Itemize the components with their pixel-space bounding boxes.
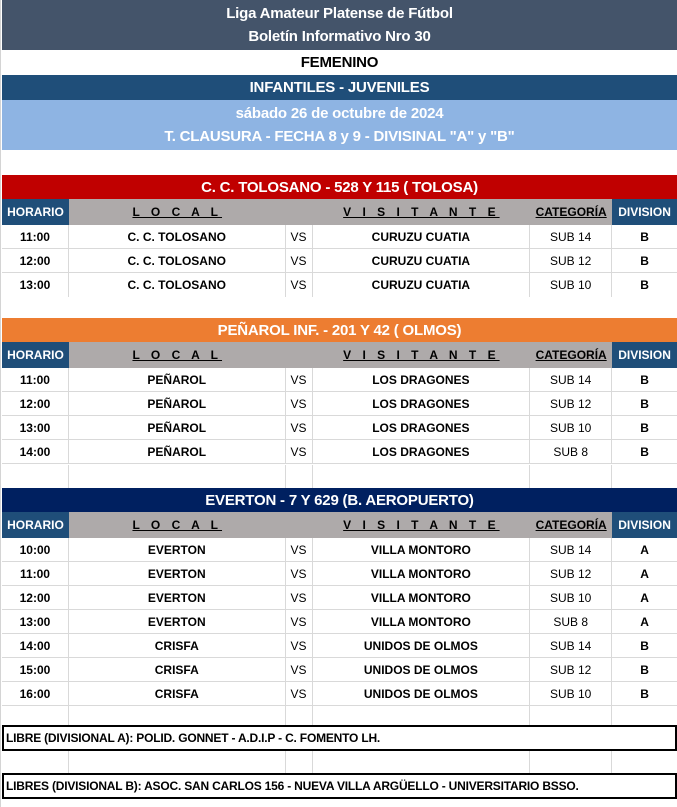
versus-label: VS xyxy=(286,368,313,391)
match-division: B xyxy=(640,396,649,411)
header-vs-cell xyxy=(286,512,313,538)
home-team: EVERTON xyxy=(69,586,286,609)
match-row xyxy=(2,416,677,440)
header-time: HORARIO xyxy=(2,342,69,368)
match-category: SUB 14 xyxy=(530,225,612,248)
away-team: LOS DRAGONES xyxy=(313,368,531,391)
match-row xyxy=(2,225,677,249)
home-team: C. C. TOLOSANO xyxy=(69,249,286,272)
match-category: SUB 10 xyxy=(530,416,612,439)
table-header xyxy=(2,342,677,368)
home-team: PEÑAROL xyxy=(69,440,286,463)
match-division: A xyxy=(640,566,649,581)
header-time: HORARIO xyxy=(2,512,69,538)
home-team: CRISFA xyxy=(69,634,286,657)
header-visitor-cell xyxy=(313,199,531,225)
match-time: 14:00 xyxy=(2,634,69,657)
versus-label: VS xyxy=(286,392,313,415)
versus-label: VS xyxy=(286,538,313,561)
match-division: A xyxy=(640,590,649,605)
match-row xyxy=(2,586,677,610)
match-time: 12:00 xyxy=(2,249,69,272)
match-category: SUB 12 xyxy=(530,249,612,272)
header-local: L O C A L xyxy=(132,348,223,362)
match-row xyxy=(2,682,677,706)
match-division: B xyxy=(640,420,649,435)
away-team: LOS DRAGONES xyxy=(313,416,531,439)
versus-label: VS xyxy=(286,562,313,585)
header-visitor-cell xyxy=(313,342,531,368)
match-row xyxy=(2,634,677,658)
header-time: HORARIO xyxy=(2,199,69,225)
versus-label: VS xyxy=(286,610,313,633)
away-team: VILLA MONTORO xyxy=(313,538,531,561)
empty-grid-row xyxy=(2,465,677,488)
match-category: SUB 12 xyxy=(530,562,612,585)
match-category: SUB 8 xyxy=(530,610,612,633)
versus-label: VS xyxy=(286,440,313,463)
match-row xyxy=(2,658,677,682)
away-team: VILLA MONTORO xyxy=(313,562,531,585)
match-division: B xyxy=(640,686,649,701)
match-row xyxy=(2,610,677,634)
venue-section-tolosano xyxy=(2,175,677,297)
home-team: EVERTON xyxy=(69,538,286,561)
venue-section-everton xyxy=(2,488,677,706)
match-category: SUB 14 xyxy=(530,634,612,657)
match-division: B xyxy=(640,372,649,387)
versus-label: VS xyxy=(286,249,313,272)
match-category: SUB 10 xyxy=(530,682,612,705)
home-team: CRISFA xyxy=(69,658,286,681)
home-team: PEÑAROL xyxy=(69,368,286,391)
match-time: 13:00 xyxy=(2,416,69,439)
header-local-cell xyxy=(69,512,286,538)
header-vs-cell xyxy=(286,199,313,225)
home-team: PEÑAROL xyxy=(69,392,286,415)
match-division: B xyxy=(640,229,649,244)
match-time: 14:00 xyxy=(2,440,69,463)
header-category-cell xyxy=(530,199,612,225)
match-time: 13:00 xyxy=(2,273,69,297)
bulletin-number: Boletín Informativo Nro 30 xyxy=(248,27,431,45)
match-category: SUB 12 xyxy=(530,392,612,415)
home-team: C. C. TOLOSANO xyxy=(69,225,286,248)
tournament-label: T. CLAUSURA - FECHA 8 y 9 - DIVISINAL "A" y "B" xyxy=(164,127,515,145)
match-row xyxy=(2,392,677,416)
header-local: L O C A L xyxy=(132,205,223,219)
versus-label: VS xyxy=(286,225,313,248)
venue-title: C. C. TOLOSANO - 528 Y 115 ( TOLOSA) xyxy=(2,175,677,199)
venue-section-penarol xyxy=(2,318,677,464)
match-row xyxy=(2,249,677,273)
versus-label: VS xyxy=(286,273,313,297)
match-division: B xyxy=(640,278,649,292)
match-category: SUB 12 xyxy=(530,658,612,681)
empty-grid-row xyxy=(2,706,677,726)
away-team: VILLA MONTORO xyxy=(313,586,531,609)
venue-title: PEÑAROL INF. - 201 Y 42 ( OLMOS) xyxy=(2,318,677,342)
header-division: DIVISION xyxy=(612,342,677,368)
away-team: UNIDOS DE OLMOS xyxy=(313,634,531,657)
header-category: CATEGORÍA xyxy=(535,518,607,532)
match-time: 16:00 xyxy=(2,682,69,705)
versus-label: VS xyxy=(286,586,313,609)
match-time: 11:00 xyxy=(2,562,69,585)
match-division: B xyxy=(640,662,649,677)
match-division: B xyxy=(640,444,649,459)
header-category: CATEGORÍA xyxy=(535,348,607,362)
home-team: PEÑAROL xyxy=(69,416,286,439)
match-time: 11:00 xyxy=(2,225,69,248)
header-category: CATEGORÍA xyxy=(535,205,607,219)
away-team: CURUZU CUATIA xyxy=(313,273,531,297)
match-time: 10:00 xyxy=(2,538,69,561)
match-category: SUB 14 xyxy=(530,368,612,391)
match-time: 15:00 xyxy=(2,658,69,681)
match-time: 11:00 xyxy=(2,368,69,391)
match-category: SUB 10 xyxy=(530,586,612,609)
venue-title: EVERTON - 7 Y 629 (B. AEROPUERTO) xyxy=(2,488,677,512)
match-rows xyxy=(2,225,677,297)
title-banner xyxy=(2,0,677,50)
match-category: SUB 8 xyxy=(530,440,612,463)
header-visitor: V I S I T A N T E xyxy=(343,348,500,362)
away-team: VILLA MONTORO xyxy=(313,610,531,633)
category-label: INFANTILES - JUVENILES xyxy=(2,75,677,100)
match-division: A xyxy=(640,542,649,557)
header-visitor: V I S I T A N T E xyxy=(343,205,500,219)
header-local-cell xyxy=(69,199,286,225)
header-vs-cell xyxy=(286,342,313,368)
match-division: A xyxy=(640,614,649,629)
match-division: B xyxy=(640,253,649,268)
free-teams-division-b: LIBRES (DIVISIONAL B): ASOC. SAN CARLOS 156 - NUEVA VILLA ARGÜELLO - UNIVERSITARIO BSSO. xyxy=(2,773,677,799)
match-date: sábado 26 de octubre de 2024 xyxy=(235,104,444,122)
header-local: L O C A L xyxy=(132,518,223,532)
versus-label: VS xyxy=(286,416,313,439)
away-team: UNIDOS DE OLMOS xyxy=(313,682,531,705)
match-rows xyxy=(2,368,677,464)
versus-label: VS xyxy=(286,682,313,705)
versus-label: VS xyxy=(286,658,313,681)
match-category: SUB 10 xyxy=(530,273,612,297)
free-teams-division-a: LIBRE (DIVISIONAL A): POLID. GONNET - A.D.I.P - C. FOMENTO LH. xyxy=(2,725,677,751)
header-category-cell xyxy=(530,342,612,368)
match-time: 13:00 xyxy=(2,610,69,633)
versus-label: VS xyxy=(286,634,313,657)
away-team: CURUZU CUATIA xyxy=(313,225,531,248)
home-team: EVERTON xyxy=(69,610,286,633)
table-header xyxy=(2,199,677,225)
away-team: UNIDOS DE OLMOS xyxy=(313,658,531,681)
match-row xyxy=(2,538,677,562)
away-team: LOS DRAGONES xyxy=(313,392,531,415)
home-team: EVERTON xyxy=(69,562,286,585)
away-team: LOS DRAGONES xyxy=(313,440,531,463)
match-row xyxy=(2,368,677,392)
empty-grid-row xyxy=(2,751,677,774)
header-local-cell xyxy=(69,342,286,368)
match-division: B xyxy=(640,638,649,653)
home-team: C. C. TOLOSANO xyxy=(69,273,286,297)
match-time: 12:00 xyxy=(2,586,69,609)
header-division: DIVISION xyxy=(612,199,677,225)
away-team: CURUZU CUATIA xyxy=(313,249,531,272)
home-team: CRISFA xyxy=(69,682,286,705)
header-category-cell xyxy=(530,512,612,538)
match-row xyxy=(2,440,677,464)
header-visitor-cell xyxy=(313,512,531,538)
date-banner xyxy=(2,100,677,150)
match-row xyxy=(2,562,677,586)
league-title: Liga Amateur Platense de Fútbol xyxy=(226,4,453,22)
header-visitor: V I S I T A N T E xyxy=(343,518,500,532)
match-row xyxy=(2,273,677,297)
match-rows xyxy=(2,538,677,706)
match-category: SUB 14 xyxy=(530,538,612,561)
table-header xyxy=(2,512,677,538)
match-time: 12:00 xyxy=(2,392,69,415)
branch-label: FEMENINO xyxy=(2,50,677,75)
header-division: DIVISION xyxy=(612,512,677,538)
